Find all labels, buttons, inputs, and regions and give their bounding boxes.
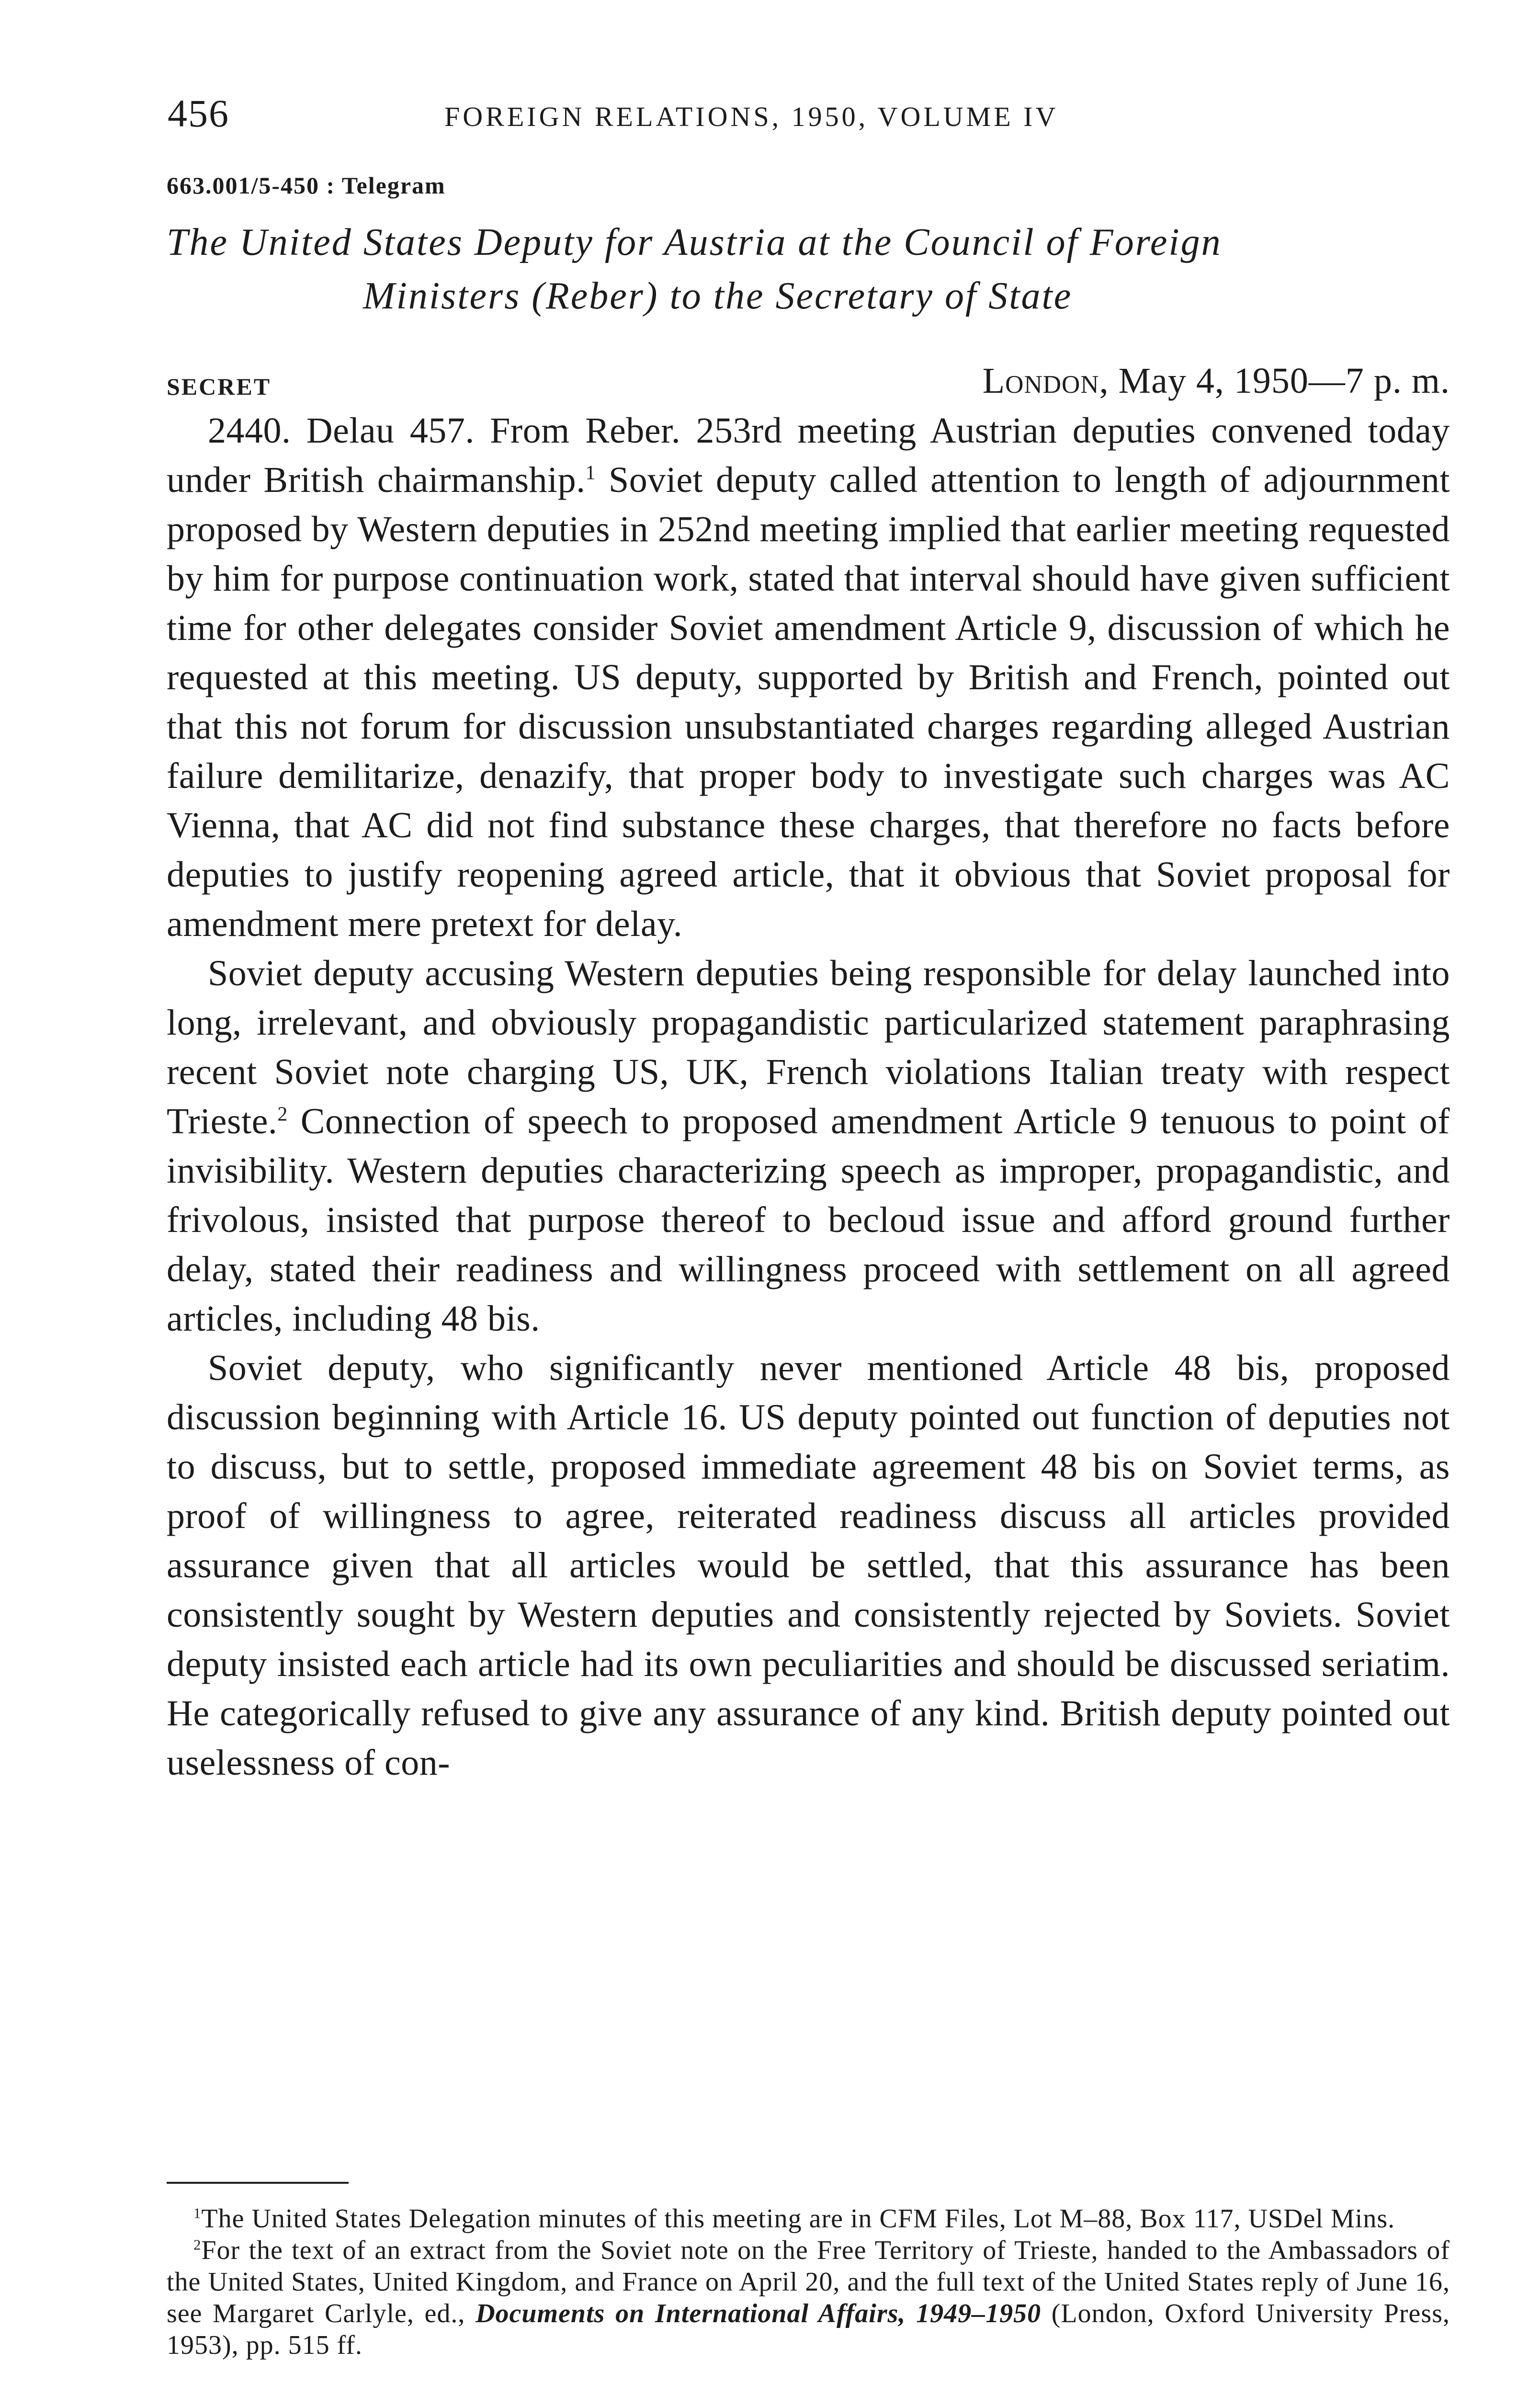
page-number: 456 xyxy=(168,91,229,135)
classification-marking: SECRET xyxy=(167,373,272,400)
document-title-line-1: The United States Deputy for Austria at the Council of Foreign xyxy=(167,221,1222,263)
place-and-date xyxy=(983,360,1450,402)
paragraph-2 xyxy=(167,949,1450,1344)
footnote-2-text-b: (London, Oxford University Press, 1953), pp. 515 ff. xyxy=(167,2299,1450,2360)
footnote-2-mark: 2 xyxy=(193,2236,202,2253)
dateline xyxy=(167,360,1450,406)
document-title xyxy=(167,216,1450,323)
paragraph-2-text-a: Soviet deputy accusing Western deputies being responsible for delay launched into long, irrelevant, and obviously propagandistic particularized statement paraphrasing recent Soviet note charging US, UK, French violations Italian treaty with respect Trieste. xyxy=(167,953,1450,1141)
footnote-divider xyxy=(167,2182,349,2184)
footnote-1-mark: 1 xyxy=(193,2205,202,2222)
date-time: , May 4, 1950—7 p. m. xyxy=(1099,361,1450,401)
paragraph-1-text-b: Soviet deputy called attention to length of adjournment proposed by Western deputies in 252nd meeting implied that earlier meeting requested by him for purpose continuation work, stated that interval should have given sufficient time for other delegates consider Soviet amendment Article 9, discussion of which he requested at this meeting. US deputy, supported by British and French, pointed out that this not forum for discussion unsubstantiated charges regarding alleged Austrian failure demilitarize, denazify, that proper body to investigate such charges was AC Vienna, that AC did not find substance these charges, that therefore no facts before deputies to justify reopening agreed article, that it obvious that Soviet proposal for amendment mere pretext for delay. xyxy=(167,460,1450,944)
running-title: FOREIGN RELATIONS, 1950, VOLUME IV xyxy=(444,101,1059,132)
paragraph-2-text-b: Connection of speech to proposed amendment Article 9 tenuous to point of invisibility. Western deputies characterizing speech as improper, propagandistic, and frivolous, insisted that purpose thereof to becloud issue and afford ground further delay, stated their readiness and willingness proceed with settlement on all agreed articles, including 48 bis. xyxy=(167,1101,1450,1339)
footnote-ref-1: 1 xyxy=(585,462,596,484)
paragraph-1 xyxy=(167,406,1450,949)
paragraph-3: Soviet deputy, who significantly never mentioned Article 48 bis, proposed discussion beginning with Article 16. US deputy pointed out function of deputies not to discuss, but to settle, proposed immediate agreement 48 bis on Soviet terms, as proof of willingness to agree, reiterated readiness discuss all articles provided assurance given that all articles would be settled, that this assurance has been consistently sought by Western deputies and consistently rejected by Soviets. Soviet deputy insisted each article had its own peculiarities and should be discussed seriatim. He categorically refused to give any assurance of any kind. British deputy pointed out uselessness of con- xyxy=(167,1348,1450,1783)
footnotes xyxy=(167,2182,1450,2361)
document-title-line-2: Ministers (Reber) to the Secretary of State xyxy=(363,275,1073,317)
paragraph-1-text-a: 2440. Delau 457. From Reber. 253rd meeting Austrian deputies convened today under British chairmanship. xyxy=(167,411,1450,500)
footnote-1-text: The United States Delegation minutes of this meeting are in CFM Files, Lot M–88, Box 117, USDel Mins. xyxy=(201,2204,1395,2234)
document-file-id: 663.001/5-450 : Telegram xyxy=(167,172,446,199)
footnote-ref-2: 2 xyxy=(277,1103,288,1126)
footnote-2-text-a: For the text of an extract from the Soviet note on the Free Territory of Trieste, handed to the Ambassadors of the United States, United Kingdom, and France on April 20, and the full text of the United States reply of June 16, see Margaret Carlyle, ed., xyxy=(167,2235,1450,2328)
footnote-1 xyxy=(167,2203,1450,2235)
place-name: London xyxy=(982,361,1099,401)
footnote-2 xyxy=(167,2235,1450,2361)
running-header xyxy=(167,86,1450,144)
telegram-body xyxy=(167,406,1450,1788)
footnote-2-book-title: Documents on International Affairs, 1949–1950 xyxy=(476,2299,1042,2328)
document-page xyxy=(167,86,1450,2395)
